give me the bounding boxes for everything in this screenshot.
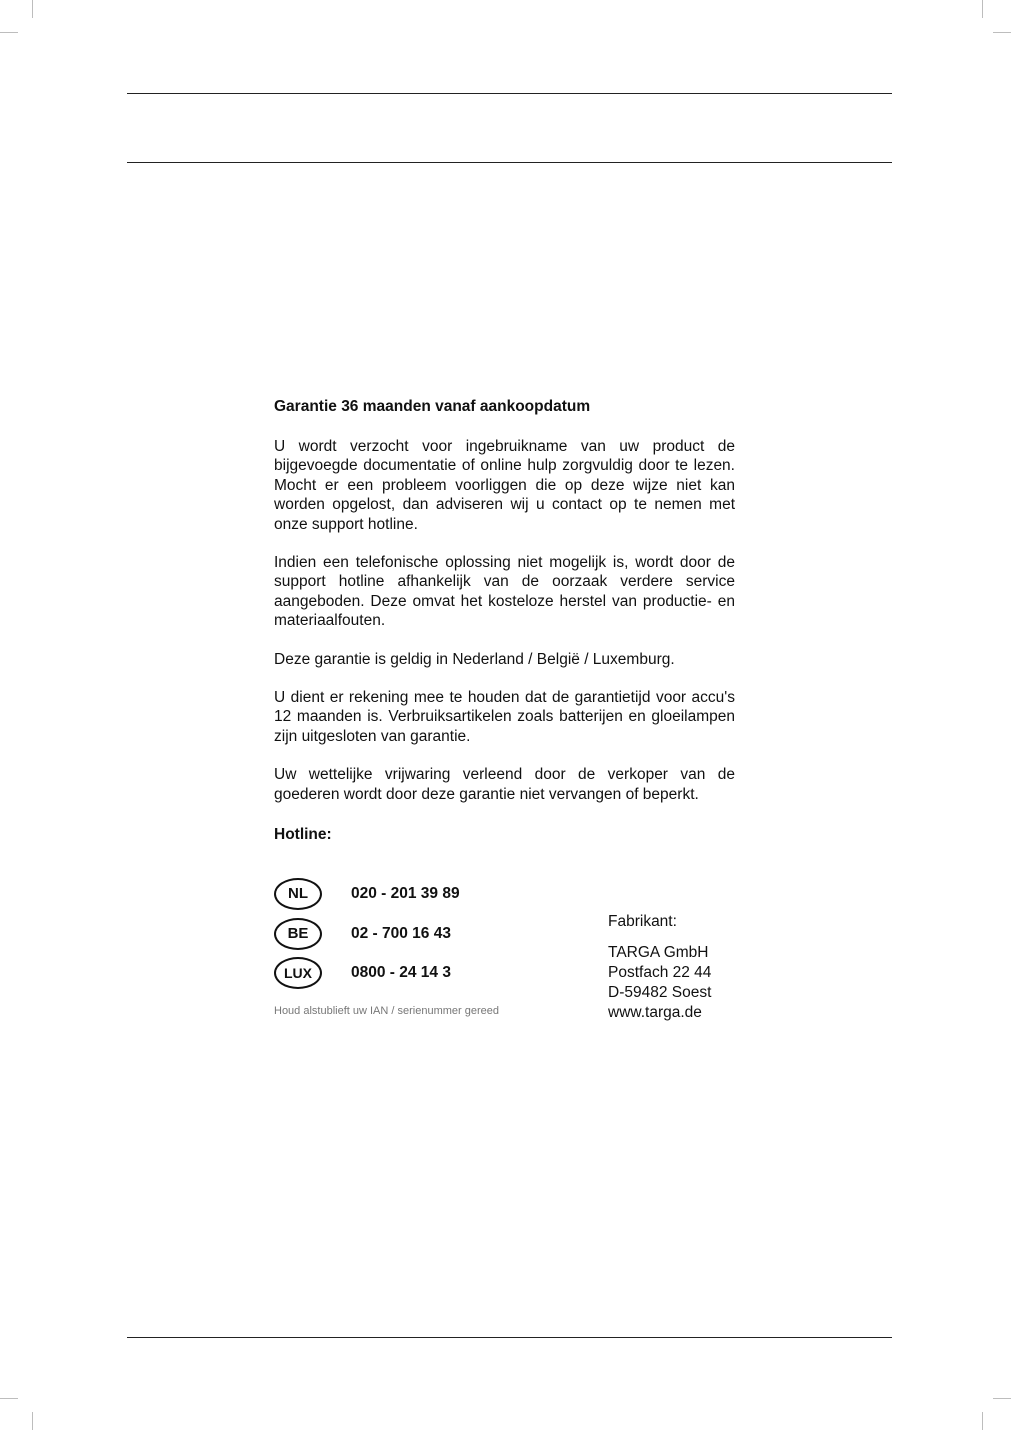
country-badge-be: BE — [274, 918, 322, 950]
footer-rule — [127, 1337, 892, 1338]
crop-mark — [993, 1398, 1011, 1399]
warranty-paragraph: U dient er rekening mee te houden dat de garantietijd voor accu's 12 maanden is. Verbruiksartikelen zoals batterijen en gloeilampen zijn uitgesloten van garantie. — [274, 689, 735, 745]
warranty-paragraph: U wordt verzocht voor ingebruikname van uw product de bijgevoegde documentatie of online hulp zorgvuldig door te lezen. Mocht er een probleem voorliggen die op deze wijze niet kan worden opgelost, dan adviseren wij u contact op te nemen met onze support hotline. — [274, 438, 735, 533]
manufacturer-city: D-59482 Soest — [608, 984, 712, 1001]
crop-mark — [993, 32, 1011, 33]
warranty-paragraph: Uw wettelijke vrijwaring verleend door de verkoper van de goederen wordt door deze garantie niet vervangen of beperkt. — [274, 766, 735, 803]
hotline-number-lux: 0800 - 24 14 3 — [351, 964, 451, 981]
crop-mark — [32, 1412, 33, 1430]
crop-mark — [0, 32, 18, 33]
crop-mark — [982, 0, 983, 18]
crop-mark — [0, 1398, 18, 1399]
crop-mark — [32, 0, 33, 18]
country-badge-lux: LUX — [274, 957, 322, 989]
hotline-entry-lux — [274, 957, 574, 989]
manufacturer-block — [608, 912, 711, 1023]
warranty-section — [274, 396, 735, 846]
header-rule-top — [127, 93, 892, 94]
hotline-title: Hotline: — [274, 826, 332, 844]
warranty-paragraph: Deze garantie is geldig in Nederland / België / Luxemburg. — [274, 650, 675, 668]
hotline-number-be: 02 - 700 16 43 — [351, 925, 451, 942]
warranty-title: Garantie 36 maanden vanaf aankoopdatum — [274, 398, 591, 415]
country-badge-nl: NL — [274, 878, 322, 910]
manufacturer-website: www.targa.de — [608, 1004, 702, 1021]
manufacturer-postbox: Postfach 22 44 — [608, 964, 712, 981]
hotline-entry-be — [274, 918, 574, 950]
crop-mark — [982, 1412, 983, 1430]
manufacturer-name: TARGA GmbH — [608, 944, 709, 961]
hotline-entry-nl — [274, 878, 574, 910]
manufacturer-label: Fabrikant: — [608, 913, 677, 930]
hotline-number-nl: 020 - 201 39 89 — [351, 885, 460, 902]
warranty-paragraph: Indien een telefonische oplossing niet mogelijk is, wordt door de support hotline afhankelijk van de oorzaak verdere service aangeboden. Deze omvat het kosteloze herstel van productie- en materiaalfouten. — [274, 554, 735, 630]
header-rule-bottom — [127, 162, 892, 163]
serial-number-note: Houd alstublieft uw IAN / serienummer gereed — [274, 1005, 499, 1017]
